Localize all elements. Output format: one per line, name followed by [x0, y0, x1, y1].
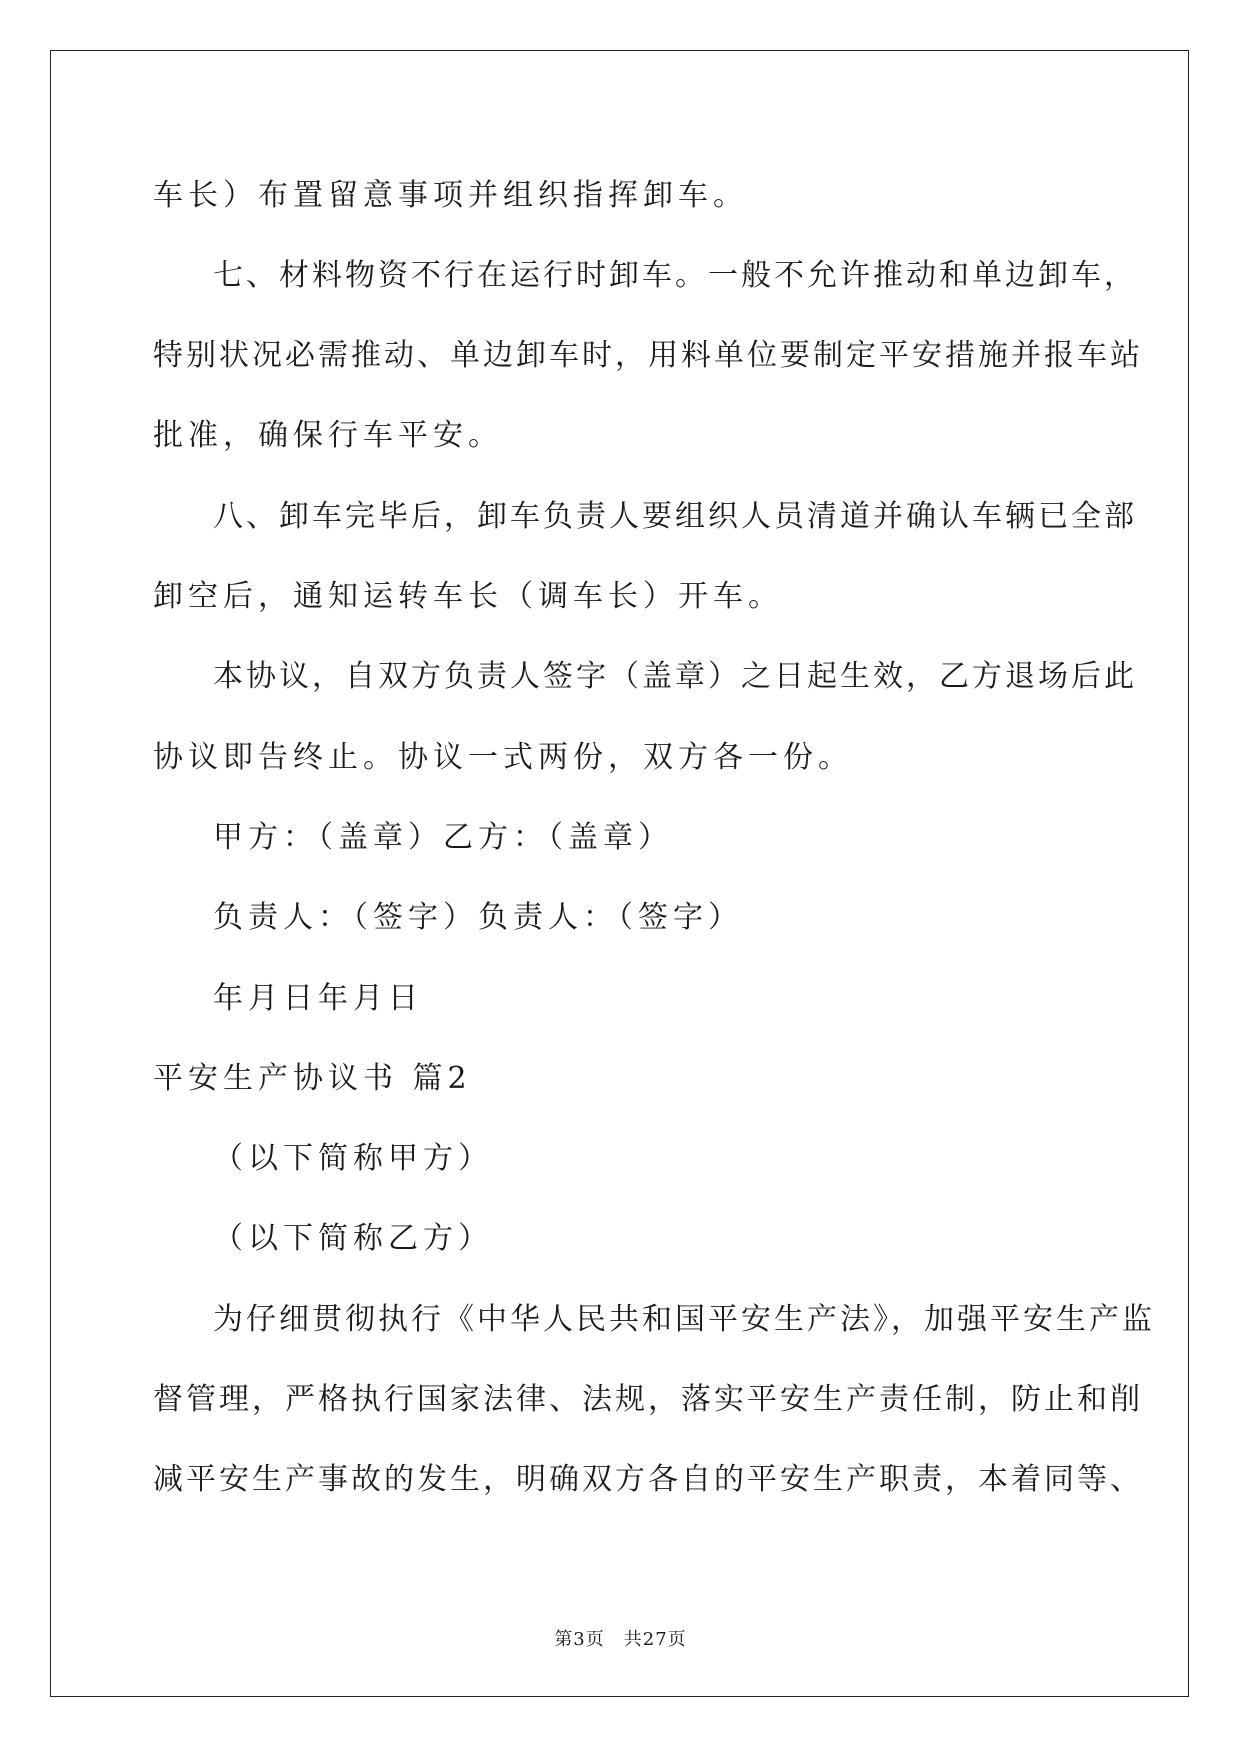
text-line-8: 协议即告终止。协议一式两份，双方各一份。 [153, 740, 853, 775]
text-line-17: 减平安生产事故的发生，明确双方各自的平安生产职责，本着同等、 [153, 1462, 1143, 1497]
text-line-4: 批准，确保行车平安。 [153, 418, 503, 453]
text-line-16: 督管理，严格执行国家法律、法规，落实平安生产责任制，防止和削 [153, 1382, 1143, 1417]
text-line-6: 卸空后，通知运转车长（调车长）开车。 [153, 579, 783, 614]
party-b-line: （以下简称乙方） [213, 1221, 493, 1256]
date-line: 年月日年月日 [213, 981, 423, 1016]
text-line-3: 特别状况必需推动、单边卸车时，用料单位要制定平安措施并报车站 [153, 338, 1143, 373]
signature-person-line: 负责人：（签字）负责人：（签字） [213, 900, 743, 935]
text-line-7: 本协议，自双方负责人签字（盖章）之日起生效，乙方退场后此 [213, 659, 1137, 694]
signature-party-line: 甲方：（盖章）乙方：（盖章） [213, 820, 673, 855]
text-line-15: 为仔细贯彻执行《中华人民共和国平安生产法》，加强平安生产监 [213, 1302, 1155, 1337]
party-a-line: （以下简称甲方） [213, 1141, 493, 1176]
text-line-2: 七、材料物资不行在运行时卸车。一般不允许推动和单边卸车， [213, 258, 1137, 293]
text-line-1: 车长）布置留意事项并组织指挥卸车。 [153, 178, 748, 213]
page-border [50, 50, 1189, 1697]
page-number-footer: 第3页 共27页 [554, 1629, 687, 1650]
text-line-5: 八、卸车完毕后，卸车负责人要组织人员清道并确认车辆已全部 [213, 499, 1137, 534]
section-heading: 平安生产协议书 篇2 [153, 1061, 472, 1096]
